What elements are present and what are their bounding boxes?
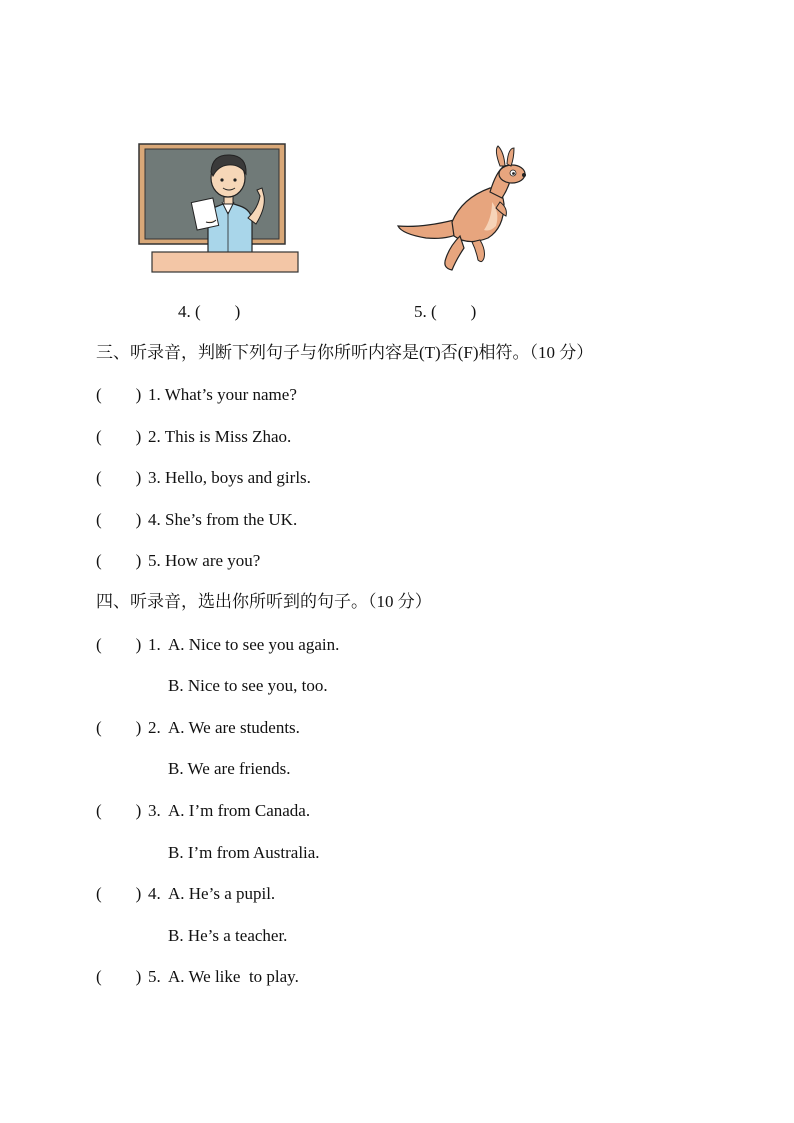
question-text: 3. Hello, boys and girls. [148, 468, 311, 487]
picture-5-label: 5. ( ) [414, 302, 477, 321]
option-a: A. He’s a pupil. [168, 884, 276, 903]
kangaroo-icon [392, 142, 538, 274]
question-number: 2. [148, 718, 161, 737]
answer-blank[interactable]: ( ) [96, 551, 142, 570]
question-number: 5. [148, 967, 161, 986]
option-b: B. We are friends. [168, 759, 291, 778]
option-a: A. We like to play. [168, 967, 299, 986]
question-number: 4. [148, 884, 161, 903]
answer-blank[interactable]: ( ) [96, 801, 142, 820]
question-number: 3. [148, 801, 161, 820]
teacher-at-blackboard-illustration [136, 142, 300, 274]
option-a: A. I’m from Canada. [168, 801, 311, 820]
answer-blank[interactable]: ( ) [96, 468, 142, 487]
question-text: 2. This is Miss Zhao. [148, 427, 292, 446]
answer-blank[interactable]: ( ) [96, 884, 142, 903]
question-text: 4. She’s from the UK. [148, 510, 298, 529]
question-text: 1. What’s your name? [148, 385, 297, 404]
option-a: A. Nice to see you again. [168, 635, 340, 654]
option-a: A. We are students. [168, 718, 300, 737]
question-text: 5. How are you? [148, 551, 261, 570]
answer-blank[interactable]: ( ) [96, 967, 142, 986]
section-3-heading: 三、听录音，判断下列句子与你所听内容是(T)否(F)相符。（10 分） [96, 343, 594, 362]
picture-4-label: 4. ( ) [178, 302, 241, 321]
question-number: 1. [148, 635, 161, 654]
option-b: B. He’s a teacher. [168, 926, 288, 945]
answer-blank[interactable]: ( ) [96, 718, 142, 737]
option-b: B. Nice to see you, too. [168, 676, 328, 695]
answer-blank[interactable]: ( ) [96, 635, 142, 654]
answer-blank[interactable]: ( ) [96, 427, 142, 446]
answer-blank[interactable]: ( ) [96, 385, 142, 404]
answer-blank[interactable]: ( ) [96, 510, 142, 529]
option-b: B. I’m from Australia. [168, 843, 320, 862]
section-4-heading: 四、听录音，选出你所听到的句子。（10 分） [96, 592, 432, 611]
kangaroo-illustration [392, 142, 538, 274]
teacher-icon [136, 142, 300, 274]
